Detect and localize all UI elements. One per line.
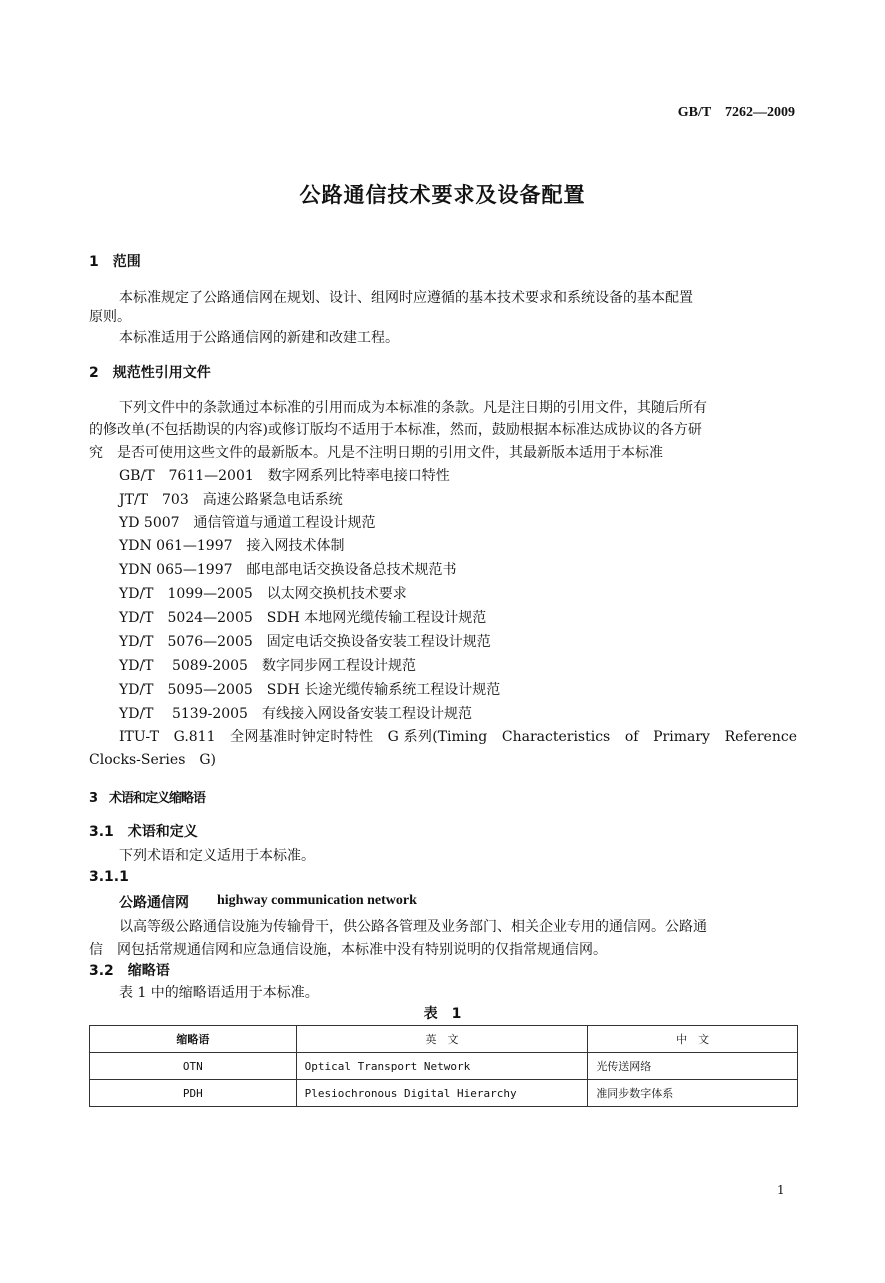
table-cell-abbreviation: OTN — [90, 1053, 297, 1080]
section-2-paragraph-line-2: 的修改单(不包括勘误的内容)或修订版均不适用于本标准，然而，鼓励根据本标准达成协议的各方研 — [89, 422, 702, 438]
document-title: 公路通信技术要求及设备配置 — [299, 183, 586, 207]
reference-item: JT/T 703 高速公路紧急电话系统 — [119, 492, 343, 508]
reference-item: YD/T 5139-2005 有线接入网设备安装工程设计规范 — [119, 706, 472, 722]
reference-item: YD/T 5024—2005 SDH 本地网光缆传输工程设计规范 — [119, 610, 487, 626]
table-cell-chinese: 光传送网络 — [588, 1053, 798, 1080]
reference-item: YD/T 5095—2005 SDH 长途光缆传输系统工程设计规范 — [119, 682, 501, 698]
section-1-paragraph-2: 本标准适用于公路通信网的新建和改建工程。 — [119, 330, 399, 346]
section-2-paragraph-line-3: 究 是否可使用这些文件的最新版本。凡是不注明日期的引用文件，其最新版本适用于本标准 — [89, 445, 663, 461]
term-english: highway communication network — [217, 893, 417, 908]
section-3-2-text: 表 1 中的缩略语适用于本标准。 — [119, 985, 319, 1001]
term-definition-line-1: 以高等级公路通信设施为传输骨干，供公路各管理及业务部门、相关企业专用的通信网。公路通 — [119, 919, 707, 935]
column-header-chinese: 中 文 — [588, 1026, 798, 1053]
page-number: 1 — [777, 1183, 785, 1197]
reference-item: GB/T 7611—2001 数字网系列比特率电接口特性 — [119, 468, 450, 484]
column-header-abbreviation: 缩略语 — [90, 1026, 297, 1053]
section-2-paragraph-line-1: 下列文件中的条款通过本标准的引用而成为本标准的条款。凡是注日期的引用文件，其随后所有 — [119, 400, 707, 416]
section-1-paragraph-1-line-2: 原则。 — [89, 309, 131, 325]
reference-item: YDN 061—1997 接入网技术体制 — [119, 538, 345, 554]
abbreviation-table — [89, 1025, 798, 1107]
table-row — [90, 1053, 798, 1080]
term-chinese: 公路通信网 — [119, 895, 189, 911]
term-definition-line-2: 信 网包括常规通信网和应急通信设施，本标准中没有特别说明的仅指常规通信网。 — [89, 942, 607, 958]
section-3-2-heading: 3.2 缩略语 — [89, 963, 170, 979]
section-2-heading: 2 规范性引用文件 — [89, 365, 211, 381]
table-cell-english: Plesiochronous Digital Hierarchy — [296, 1080, 588, 1107]
section-1-heading: 1 范围 — [89, 254, 141, 270]
table-row — [90, 1080, 798, 1107]
table-caption: 表 1 — [423, 1006, 462, 1022]
section-1-paragraph-1-line-1: 本标准规定了公路通信网在规划、设计、组网时应遵循的基本技术要求和系统设备的基本配置 — [119, 290, 693, 306]
column-header-english: 英 文 — [296, 1026, 588, 1053]
standard-code: GB/T 7262—2009 — [677, 105, 795, 120]
section-3-1-text: 下列术语和定义适用于本标准。 — [119, 848, 315, 864]
table-header-row — [90, 1026, 798, 1053]
reference-item: YD/T 5076—2005 固定电话交换设备安装工程设计规范 — [119, 634, 491, 650]
reference-item: YD/T 1099—2005 以太网交换机技术要求 — [119, 586, 407, 602]
reference-item: YD/T 5089-2005 数字同步网工程设计规范 — [119, 658, 416, 674]
table-cell-chinese: 准同步数字体系 — [588, 1080, 798, 1107]
section-3-1-1-number: 3.1.1 — [89, 869, 129, 885]
table-cell-english: Optical Transport Network — [296, 1053, 588, 1080]
section-3-1-heading: 3.1 术语和定义 — [89, 824, 198, 840]
reference-itu-line-1: ITU-T G.811 全网基准时钟定时特性 G 系列(Timing Characteristics of Primary Reference — [119, 729, 797, 745]
table-cell-abbreviation: PDH — [90, 1080, 297, 1107]
reference-itu-line-2: Clocks-Series G) — [89, 752, 217, 768]
reference-item: YDN 065—1997 邮电部电话交换设备总技术规范书 — [119, 562, 457, 578]
section-3-heading: 3 术语和定义缩略语 — [89, 791, 206, 806]
reference-item: YD 5007 通信管道与通道工程设计规范 — [119, 515, 376, 531]
